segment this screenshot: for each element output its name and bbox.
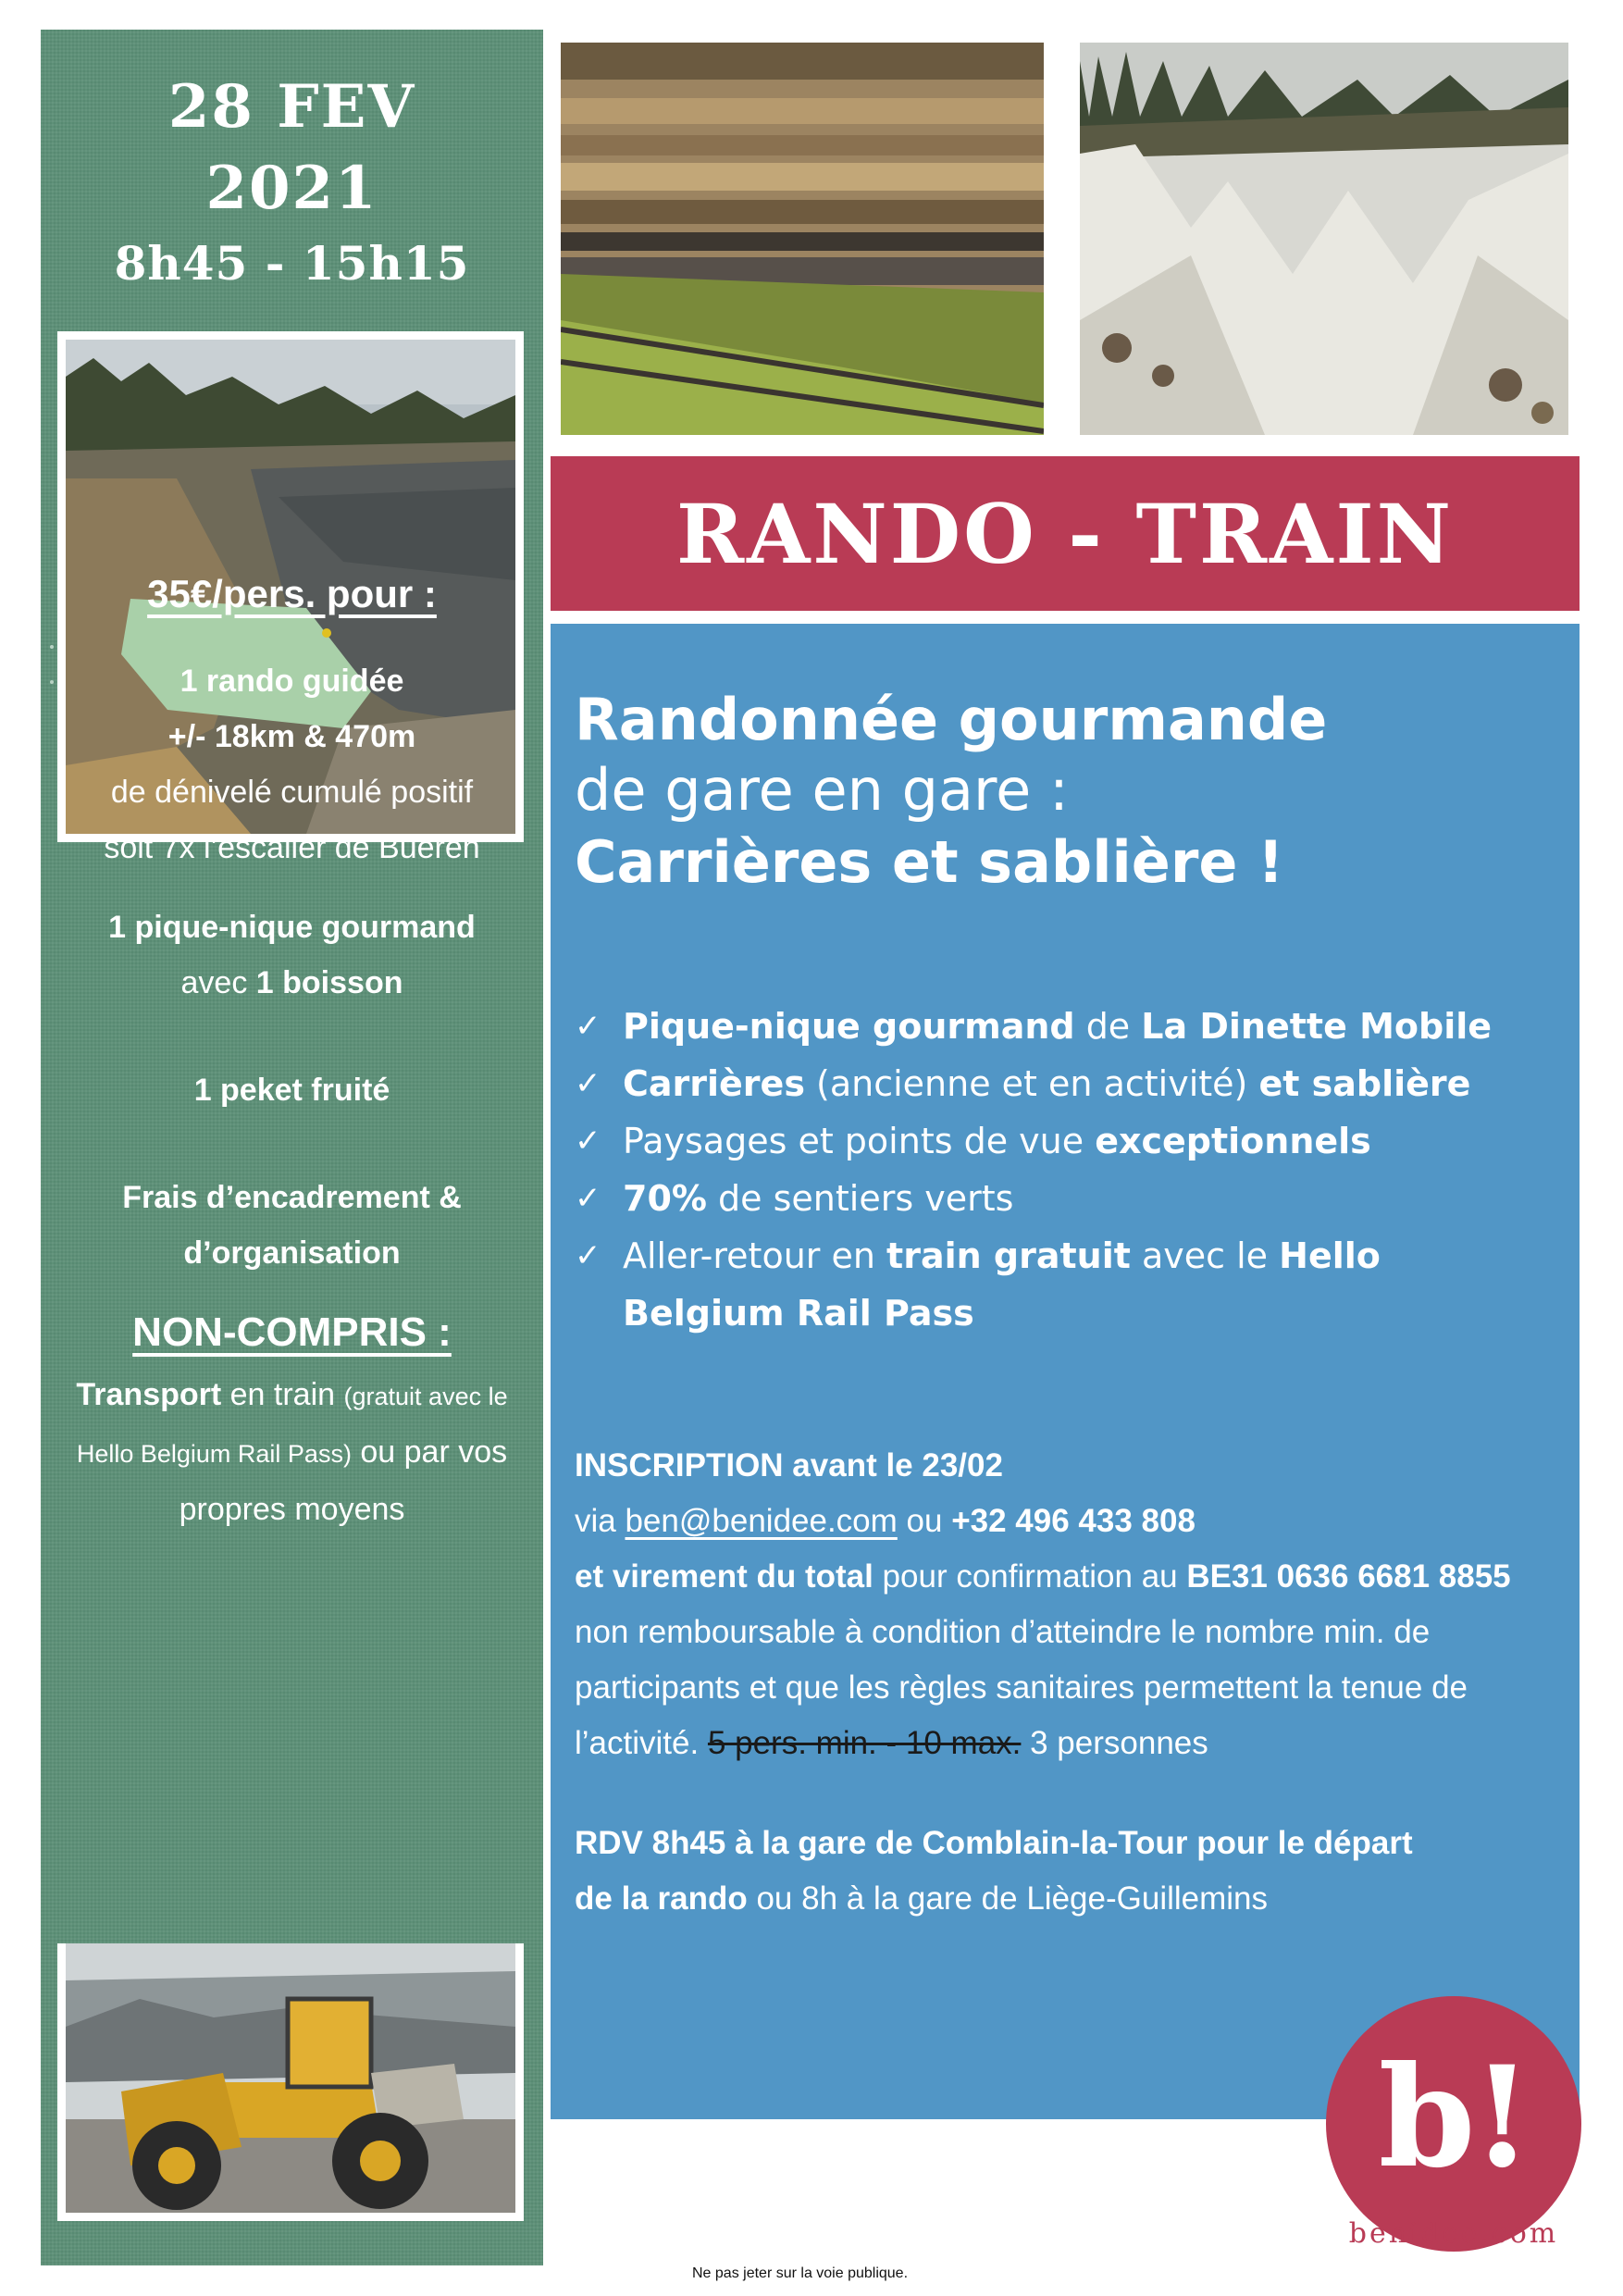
conditions-line1: non remboursable à condition d’atteindre le nombre min. de <box>575 1614 1431 1650</box>
main-info-panel <box>551 624 1580 2119</box>
item-rando-guidee: 1 rando guidée <box>180 664 404 699</box>
non-compris-heading: NON-COMPRIS : <box>132 1309 452 1355</box>
inscription-heading: INSCRIPTION avant le 23/02 <box>575 1447 1003 1483</box>
check-icon: ✓ <box>575 1123 601 1160</box>
item-frais: Frais d’encadrement & <box>122 1180 462 1215</box>
item-peket: 1 peket fruité <box>193 1073 390 1108</box>
iban: BE31 0636 6681 8855 <box>1186 1558 1511 1595</box>
date-day-month: 28 FEV <box>167 72 416 142</box>
headline-line3: Carrières et sablière ! <box>575 828 1284 896</box>
contact-line: via ben@benidee.com ou +32 496 433 808 <box>575 1503 1196 1539</box>
benidee-logo <box>1326 1996 1581 2252</box>
pricing-section <box>41 566 543 656</box>
check-icon: ✓ <box>575 1065 601 1102</box>
virement-line: et virement du total pour confirmation au BE31 0636 6681 8855 <box>575 1558 1511 1595</box>
item-organisation: d’organisation <box>183 1235 401 1271</box>
list-item: ✓ Paysages et points de vue exceptionnels <box>575 1112 1574 1170</box>
headline-line2: de gare en gare : <box>575 756 1069 824</box>
item-denivele: de dénivelé cumulé positif <box>110 775 474 810</box>
item-pique-nique: 1 pique-nique gourmand <box>108 910 476 945</box>
conditions-line3: l’activité. 5 pers. min. - 10 max. 3 personnes <box>575 1725 1208 1761</box>
phone-number: +32 496 433 808 <box>951 1503 1196 1539</box>
date-year: 2021 <box>205 154 378 223</box>
conditions-line2: participants et que les règles sanitaires permettent la tenue de <box>575 1669 1468 1706</box>
logo-mark: b! <box>1378 2036 1530 2199</box>
item-distance: +/- 18km & 470m <box>167 719 416 754</box>
transport-line2: Hello Belgium Rail Pass) ou par vos <box>76 1434 508 1470</box>
price-heading: 35€/pers. pour : <box>147 572 437 615</box>
event-time: 8h45 - 15h15 <box>114 236 470 291</box>
item-boisson: avec 1 boisson <box>180 965 403 1000</box>
list-item: ✓ Carrières (ancienne et en activité) et sablière <box>575 1055 1574 1112</box>
registration-info <box>575 1438 1569 1927</box>
check-icon: ✓ <box>575 1008 601 1045</box>
footer-note: Ne pas jeter sur la voie publique. <box>692 2265 909 2281</box>
headline-line1: Randonnée gourmande <box>575 686 1328 753</box>
sidebar-panel <box>41 30 543 2265</box>
check-icon: ✓ <box>575 1180 601 1217</box>
headline <box>575 683 1574 901</box>
page-title: RANDO - TRAIN <box>675 485 1455 582</box>
included-items <box>41 653 543 1537</box>
logo-domain: benidee.com <box>1348 2217 1559 2250</box>
check-icon: ✓ <box>575 1237 601 1274</box>
transport-line1: Transport en train (gratuit avec le <box>76 1377 508 1412</box>
features-list <box>575 998 1574 1342</box>
email-link[interactable]: ben@benidee.com <box>625 1503 898 1539</box>
wheel-loader-photo <box>57 1943 524 2221</box>
list-item: ✓ Pique-nique gourmand de La Dinette Mobile <box>575 998 1574 1055</box>
item-escalier: soit 7x l’escalier de Bueren <box>104 830 480 865</box>
list-item: ✓ Aller-retour en train gratuit avec le Hello Belgium Rail Pass <box>575 1227 1574 1342</box>
list-item: ✓ 70% de sentiers verts <box>575 1170 1574 1227</box>
transport-line3: propres moyens <box>179 1492 405 1527</box>
rdv-line2: de la rando ou 8h à la gare de Liège-Guillemins <box>575 1880 1269 1917</box>
title-banner <box>551 456 1580 611</box>
bullet-dot <box>50 645 54 649</box>
event-date <box>41 67 543 298</box>
rdv-line1: RDV 8h45 à la gare de Comblain-la-Tour pour le départ <box>575 1825 1413 1861</box>
struck-capacity: 5 pers. min. - 10 max. <box>707 1725 1022 1761</box>
sand-pit-photo <box>1072 35 1576 442</box>
cliff-rails-photo <box>553 35 1051 442</box>
